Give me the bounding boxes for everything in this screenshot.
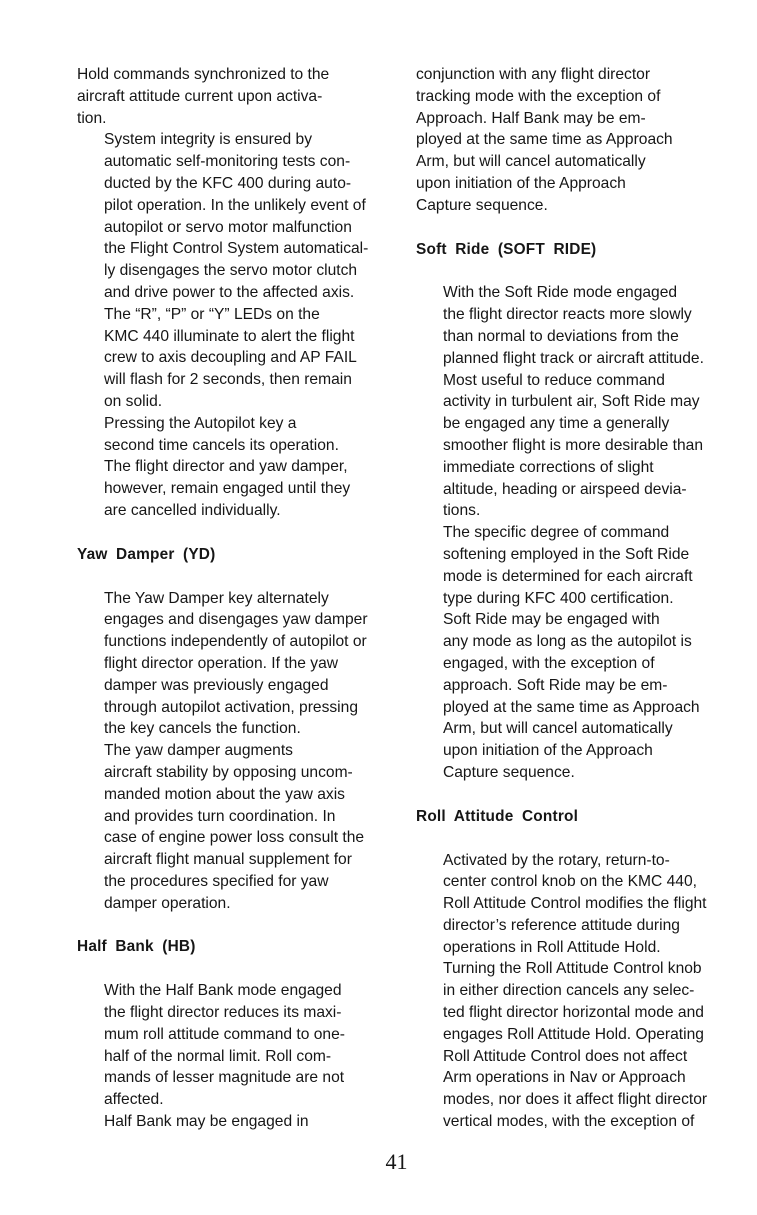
text-line: softening employed in the Soft Ride: [443, 545, 690, 563]
text-line: Half Bank may be engaged in: [104, 1113, 309, 1131]
text-line: autopilot or servo motor malfunction: [104, 218, 352, 236]
text-line: engages and disengages yaw damper: [104, 611, 368, 629]
text-line: aircraft flight manual supplement for: [104, 851, 352, 869]
text-line: tracking mode with the exception of: [416, 87, 661, 105]
text-line: manded motion about the yaw axis: [104, 785, 345, 803]
text-line: be engaged any time a generally: [443, 415, 670, 433]
text-line: conjunction with any flight director: [416, 66, 651, 83]
paragraph: [77, 64, 377, 129]
text-line: and provides turn coordination. In: [104, 807, 336, 825]
text-line: Capture sequence.: [443, 763, 575, 781]
text-line: activity in turbulent air, Soft Ride may: [443, 393, 700, 411]
text-line: mum roll attitude command to one-: [104, 1025, 345, 1043]
heading-half-bank: Half Bank (HB): [77, 938, 196, 956]
paragraph: [416, 609, 722, 783]
text-line: director’s reference attitude during: [443, 916, 680, 934]
right-column: [416, 64, 722, 1133]
text-line: and drive power to the affected axis.: [104, 283, 355, 301]
text-line: the Flight Control System automatical-: [104, 240, 369, 258]
paragraph: [77, 588, 377, 741]
text-line: The flight director and yaw damper,: [104, 458, 348, 476]
text-line: functions independently of autopilot or: [104, 633, 367, 651]
text-line: any mode as long as the autopilot is: [443, 633, 692, 651]
text-line: damper was previously engaged: [104, 676, 329, 694]
text-line: approach. Soft Ride may be em-: [443, 676, 668, 694]
text-line: pilot operation. In the unlikely event of: [104, 196, 366, 214]
text-line: KMC 440 illuminate to alert the flight: [104, 327, 355, 345]
text-line: Activated by the rotary, return-to-: [443, 851, 670, 869]
text-line: mode is determined for each aircraft: [443, 567, 693, 585]
text-line: Pressing the Autopilot key a: [104, 414, 297, 432]
text-line: case of engine power loss consult the: [104, 829, 365, 847]
text-line: altitude, heading or airspeed devia-: [443, 480, 687, 498]
text-line: type during KFC 400 certification.: [443, 589, 674, 607]
text-line: Most useful to reduce command: [443, 371, 665, 389]
text-line: The Yaw Damper key alternately: [104, 589, 329, 607]
text-line: are cancelled individually.: [104, 501, 281, 519]
text-line: smoother flight is more desirable than: [443, 436, 704, 454]
text-line: however, remain engaged until they: [104, 480, 351, 498]
text-line: tions.: [443, 502, 481, 520]
text-line: aircraft stability by opposing uncom-: [104, 763, 353, 781]
text-line: With the Soft Ride mode engaged: [443, 284, 678, 302]
text-line: The yaw damper augments: [104, 742, 293, 760]
text-line: ployed at the same time as Approach: [416, 131, 673, 149]
text-line: ly disengages the servo motor clutch: [104, 262, 358, 280]
text-line: The specific degree of command: [443, 524, 670, 542]
text-line: Hold commands synchronized to the: [77, 66, 330, 83]
paragraph: [77, 129, 377, 412]
text-line: automatic self-monitoring tests con-: [104, 153, 351, 171]
text-line: will flash for 2 seconds, then remain: [104, 371, 352, 389]
text-line: mands of lesser magnitude are not: [104, 1069, 345, 1087]
text-line: damper operation.: [104, 894, 231, 912]
text-line: With the Half Bank mode engaged: [104, 982, 342, 1000]
text-line: half of the normal limit. Roll com-: [104, 1047, 332, 1065]
text-line: engaged, with the exception of: [443, 654, 655, 672]
text-line: System integrity is ensured by: [104, 131, 313, 149]
page-number: 41: [385, 1149, 408, 1174]
text-line: the procedures specified for yaw: [104, 872, 329, 890]
text-line: Arm, but will cancel automatically: [443, 720, 673, 738]
text-line: Arm operations in Nav or Approach: [443, 1069, 686, 1087]
text-line: modes, nor does it affect flight director: [443, 1091, 708, 1109]
text-line: Arm, but will cancel automatically: [416, 153, 646, 171]
text-line: upon initiation of the Approach: [443, 742, 653, 760]
text-line: on solid.: [104, 392, 163, 410]
text-line: affected.: [104, 1091, 164, 1109]
text-line: center control knob on the KMC 440,: [443, 873, 697, 891]
left-column: [77, 64, 377, 1133]
paragraph: [416, 64, 722, 217]
text-line: flight director operation. If the yaw: [104, 654, 339, 672]
text-line: planned flight track or aircraft attitude.: [443, 349, 704, 367]
text-line: ployed at the same time as Approach: [443, 698, 700, 716]
text-line: aircraft attitude current upon activa-: [77, 87, 323, 105]
text-line: operations in Roll Attitude Hold.: [443, 938, 661, 956]
text-line: The “R”, “P” or “Y” LEDs on the: [104, 305, 320, 323]
text-line: Capture sequence.: [416, 196, 548, 214]
paragraph: [416, 282, 722, 522]
text-line: Approach. Half Bank may be em-: [416, 109, 646, 127]
text-line: the key cancels the function.: [104, 720, 301, 738]
text-line: Roll Attitude Control modifies the flight: [443, 895, 707, 913]
text-line: ducted by the KFC 400 during auto-: [104, 174, 352, 192]
heading-soft-ride: Soft Ride (SOFT RIDE): [416, 240, 597, 258]
text-line: through autopilot activation, pressing: [104, 698, 358, 716]
text-line: immediate corrections of slight: [443, 458, 654, 476]
text-line: Roll Attitude Control does not affect: [443, 1047, 688, 1065]
text-line: second time cancels its operation.: [104, 436, 339, 454]
text-line: ted flight director horizontal mode and: [443, 1004, 704, 1022]
paragraph: [416, 522, 722, 609]
paragraph: [77, 980, 377, 1111]
text-line: vertical modes, with the exception of: [443, 1113, 695, 1131]
text-line: in either direction cancels any selec-: [443, 982, 695, 1000]
paragraph: [77, 740, 377, 914]
heading-roll-attitude-control: Roll Attitude Control: [416, 807, 579, 825]
text-line: tion.: [77, 109, 107, 127]
paragraph: [77, 413, 377, 522]
text-line: engages Roll Attitude Hold. Operating: [443, 1025, 704, 1043]
heading-yaw-damper: Yaw Damper (YD): [77, 545, 216, 563]
text-line: upon initiation of the Approach: [416, 174, 626, 192]
text-line: the flight director reduces its maxi-: [104, 1004, 342, 1022]
text-line: Soft Ride may be engaged with: [443, 611, 660, 629]
text-line: crew to axis decoupling and AP FAIL: [104, 349, 357, 367]
paragraph: [416, 850, 722, 1133]
text-line: the flight director reacts more slowly: [443, 306, 692, 324]
paragraph: [77, 1111, 377, 1133]
text-line: Turning the Roll Attitude Control knob: [443, 960, 702, 978]
text-line: than normal to deviations from the: [443, 327, 679, 345]
